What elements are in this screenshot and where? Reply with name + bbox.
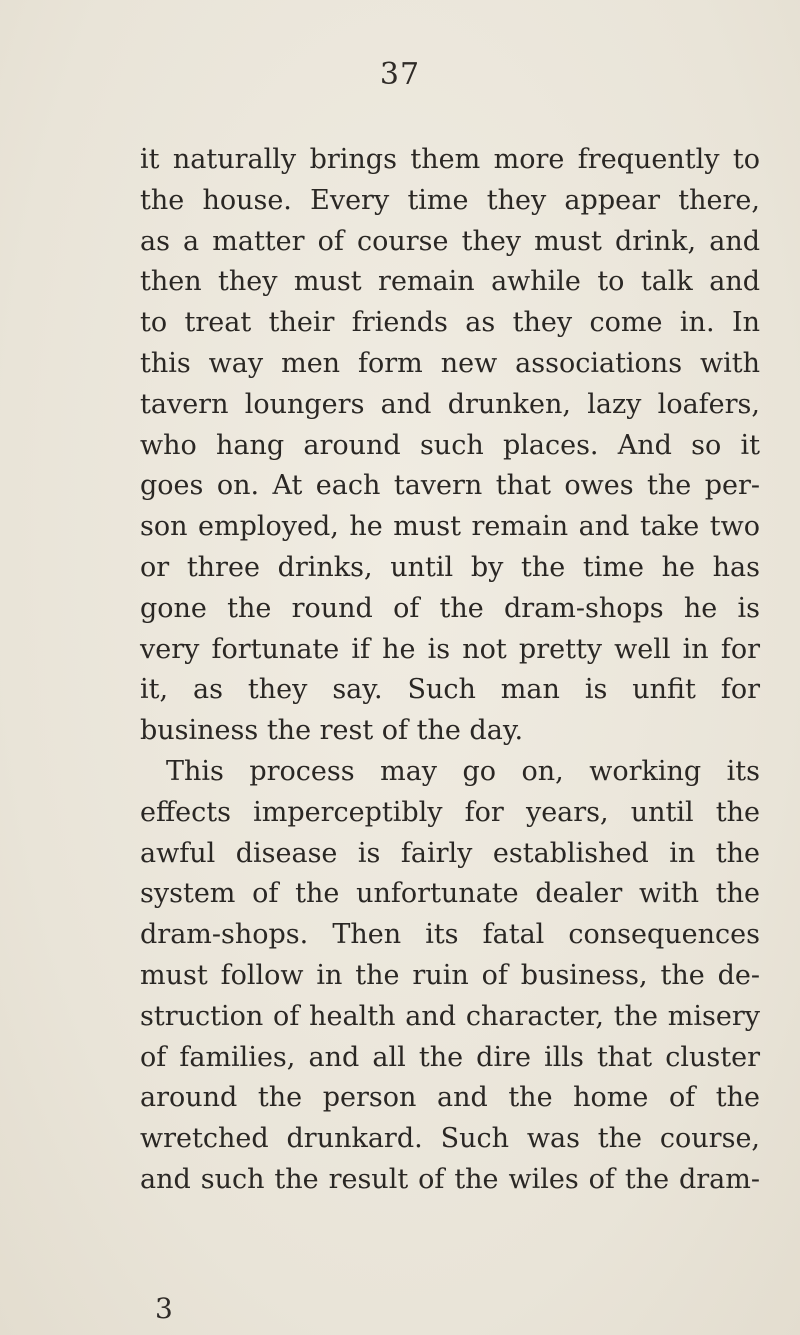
text-line: around the person and the home of the [140, 1082, 760, 1114]
text-line: goes on. At each tavern that owes the per- [140, 470, 760, 502]
text-line: son employed, he must remain and take two [140, 511, 760, 543]
signature-mark: 3 [155, 1292, 173, 1325]
text-line: gone the round of the dram-shops he is [140, 592, 760, 624]
text-line: who hang around such places. And so it [140, 429, 760, 461]
text-line: as a matter of course they must drink, and [140, 225, 760, 257]
text-line: must follow in the ruin of business, the de- [140, 959, 760, 991]
text-line: and such the result of the wiles of the dram- [140, 1163, 760, 1195]
text-line: it naturally brings them more frequently to [140, 144, 760, 175]
text-line: tavern loungers and drunken, lazy loafers, [140, 388, 760, 420]
text-line: effects imperceptibly for years, until the [140, 796, 760, 828]
page-number: 37 [379, 57, 421, 92]
text-line: dram-shops. Then its fatal consequences [140, 919, 760, 951]
paragraph-start-line: This process may go on, working its [166, 755, 760, 787]
text-line: wretched drunkard. Such was the course, [140, 1123, 760, 1155]
text-line: it, as they say. Such man is unfit for [140, 674, 760, 706]
text-line: system of the unfortunate dealer with the [140, 878, 760, 910]
text-line: struction of health and character, the misery [140, 1000, 760, 1032]
text-line: this way men form new associations with [140, 347, 760, 379]
text-line: awful disease is fairly established in the [140, 837, 760, 869]
text-line: or three drinks, until by the time he has [140, 551, 760, 583]
text-line: of families, and all the dire ills that cluster [140, 1041, 760, 1073]
text-line: very fortunate if he is not pretty well in for [140, 633, 760, 665]
text-line: business the rest of the day. [140, 715, 524, 747]
body-text [140, 140, 760, 1201]
text-line: the house. Every time they appear there, [140, 184, 760, 216]
text-line: to treat their friends as they come in. In [140, 307, 760, 339]
text-line: then they must remain awhile to talk and [140, 266, 760, 298]
